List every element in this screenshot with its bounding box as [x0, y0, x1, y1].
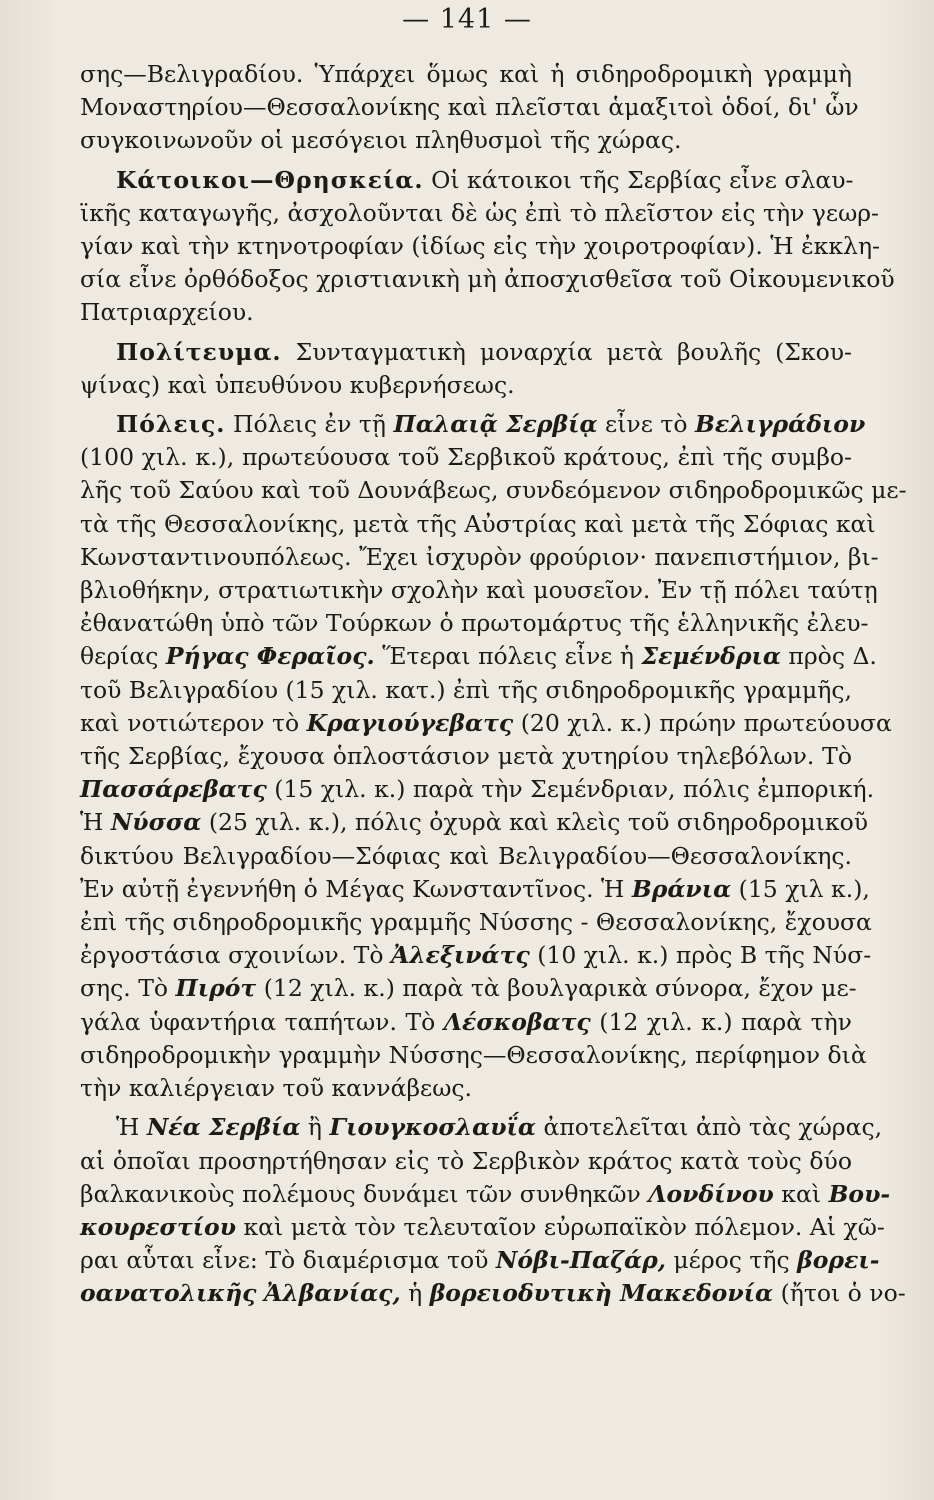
paragraph-inhabitants-religion	[80, 164, 895, 330]
text-line: αἱ ὁποῖαι προσηρτήθησαν εἰς τὸ Σερβικὸν κράτος κατὰ τοὺς δύο	[80, 1146, 852, 1175]
text-line: τὰ τῆς Θεσσαλονίκης, μετὰ τῆς Αὐστρίας καὶ μετὰ τῆς Σόφιας καὶ	[80, 509, 876, 538]
section-heading: Πολίτευμα.	[116, 337, 282, 366]
place-name: Κραγιούγεβατς	[306, 708, 514, 737]
text-line: (100 χιλ. κ.), πρωτεύουσα τοῦ Σερβικοῦ κράτους, ἐπὶ τῆς συμβο-	[80, 443, 852, 472]
person-name: Ρήγας Φεραῖος.	[165, 642, 375, 671]
text-run: εἶνε τὸ	[605, 410, 688, 439]
text-line: σία εἶνε ὀρθόδοξος χριστιανικὴ μὴ ἀποσχισθεῖσα τοῦ Οἰκουμενικοῦ	[80, 265, 895, 294]
text-run: Οἱ κάτοικοι τῆς Σερβίας εἶνε σλαυ-	[431, 165, 854, 194]
text-run: μέρος τῆς	[673, 1246, 790, 1275]
text-run: βαλκανικοὺς πολέμους δυνάμει τῶν συνθηκῶν	[80, 1179, 641, 1208]
text-line	[80, 1211, 885, 1244]
text-run: (25 χιλ. κ.), πόλις ὀχυρὰ καὶ κλεὶς τοῦ σιδηροδρομικοῦ	[208, 808, 868, 837]
text-line: σης—Βελιγραδίου. Ὑπάρχει ὅμως καὶ ἡ σιδηροδρομικὴ γραμμὴ	[80, 60, 852, 88]
text-line	[80, 873, 870, 906]
text-line: λῆς τοῦ Σαύου καὶ τοῦ Δουνάβεως, συνδεόμενον σιδηροδρομικῶς με-	[80, 476, 907, 505]
text-line	[80, 939, 872, 972]
text-line	[80, 336, 852, 369]
text-run: (ἤτοι ὁ νο-	[780, 1279, 906, 1308]
text-line	[80, 1244, 880, 1277]
text-line	[80, 972, 857, 1005]
text-line: ϊκῆς καταγωγῆς, ἀσχολοῦνται δὲ ὡς ἐπὶ τὸ πλεῖστον εἰς τὴν γεωρ-	[80, 198, 879, 227]
text-line: συγκοινωνοῦν οἱ μεσόγειοι πληθυσμοὶ τῆς χώρας.	[80, 126, 682, 155]
paragraph-government	[80, 336, 852, 402]
place-name: Σεμένδρια	[641, 642, 781, 671]
text-line: βλιοθήκην, στρατιωτικὴν σχολὴν καὶ μουσεῖον. Ἐν τῇ πόλει ταύτῃ	[80, 576, 878, 605]
text-run: Ἕτεραι πόλεις εἶνε ἡ	[382, 642, 634, 671]
place-name: Πιρότ	[175, 974, 257, 1003]
place-name: Πασσάρεβατς	[80, 775, 267, 804]
text-run: σης. Τὸ	[80, 974, 169, 1003]
place-name: βορειοδυτικὴ Μακεδονία	[429, 1279, 774, 1308]
text-run: Ἡ	[80, 808, 104, 837]
place-name: Λονδίνου	[648, 1179, 774, 1208]
text-line	[80, 164, 852, 197]
text-line: Μοναστηρίου—Θεσσαλονίκης καὶ πλεῖσται ἁμαξιτοὶ ὁδοί, δι' ὧν	[80, 93, 859, 122]
text-line: τὴν καλιέργειαν τοῦ καννάβεως.	[80, 1074, 473, 1103]
place-name: Βράνια	[631, 874, 732, 903]
text-line	[80, 1111, 883, 1144]
place-name: κουρεστίου	[80, 1212, 236, 1241]
text-line	[80, 1178, 891, 1211]
text-line	[80, 1277, 906, 1310]
text-line: σιδηροδρομικὴν γραμμὴν Νύσσης—Θεσσαλονίκης, περίφημον διὰ	[80, 1040, 867, 1069]
text-line	[80, 408, 866, 441]
text-line: ἐπὶ τῆς σιδηροδρομικῆς γραμμῆς Νύσσης - Θεσσαλονίκης, ἔχουσα	[80, 908, 872, 937]
text-run: Πόλεις ἐν τῇ	[232, 410, 386, 439]
text-run: (12 χιλ. κ.) παρὰ τὰ βουλγαρικὰ σύνορα, ἔχον με-	[263, 974, 857, 1003]
text-run: καὶ νοτιώτερον τὸ	[80, 708, 300, 737]
text-run: γάλα ὑφαντήρια ταπήτων. Τὸ	[80, 1007, 436, 1036]
text-line	[80, 1006, 852, 1039]
place-name: Ἀλεξινάτς	[390, 941, 530, 970]
place-name: βορει-	[797, 1246, 880, 1275]
paragraph-new-serbia	[80, 1111, 906, 1310]
section-heading: Πόλεις.	[116, 410, 226, 439]
text-run: πρὸς Δ.	[788, 642, 877, 671]
text-run: ραι αὗται εἶνε: Τὸ διαμέρισμα τοῦ	[80, 1246, 489, 1275]
paragraph-cities	[80, 408, 907, 1105]
text-run: θερίας	[80, 642, 159, 671]
paragraph-railways	[80, 58, 859, 158]
place-name: Παλαιᾷ Σερβίᾳ	[393, 410, 598, 439]
text-run: ἐργοστάσια σχοινίων. Τὸ	[80, 941, 384, 970]
section-heading: Κάτοικοι—Θρησκεία.	[116, 165, 424, 194]
place-name: Ἀλβανίας,	[263, 1279, 401, 1308]
text-run: ἢ	[307, 1113, 323, 1142]
page-number: — 141 —	[402, 4, 532, 35]
text-line	[80, 707, 892, 740]
place-name: Νόβι-Παζάρ,	[495, 1246, 666, 1275]
text-run: (20 χιλ. κ.) πρώην πρωτεύουσα	[520, 708, 892, 737]
place-name: Λέσκοβατς	[443, 1007, 591, 1036]
text-line	[80, 806, 868, 839]
text-line	[80, 773, 875, 806]
text-run: ἀποτελεῖται ἀπὸ τὰς χώρας,	[543, 1113, 883, 1142]
text-run: (15 χιλ. κ.) παρὰ τὴν Σεμένδριαν, πόλις ἐμπορική.	[274, 775, 875, 804]
text-line: Πατριαρχείου.	[80, 298, 254, 327]
text-run: καὶ	[781, 1179, 822, 1208]
text-run: Ἡ	[116, 1113, 140, 1142]
text-run: Συνταγματικὴ μοναρχία μετὰ βουλῆς (Σκου-	[295, 337, 852, 366]
text-line: ψίνας) καὶ ὑπευθύνου κυβερνήσεως.	[80, 370, 515, 399]
place-name: Νέα Σερβία	[146, 1113, 301, 1142]
text-line: τῆς Σερβίας, ἔχουσα ὁπλοστάσιον μετὰ χυτηρίου τηλεβόλων. Τὸ	[80, 742, 852, 771]
text-line: ἐθανατώθη ὑπὸ τῶν Τούρκων ὁ πρωτομάρτυς τῆς ἑλληνικῆς ἐλευ-	[80, 609, 869, 638]
text-run: ἡ	[408, 1279, 423, 1308]
text-line: Κωνσταντινουπόλεως. Ἔχει ἰσχυρὸν φρούριον· πανεπιστήμιον, βι-	[80, 542, 879, 571]
place-name: Νύσσα	[110, 808, 202, 837]
body-text	[80, 58, 907, 1311]
text-run: καὶ μετὰ τὸν τελευταῖον εὐρωπαϊκὸν πόλεμον. Αἱ χῶ-	[243, 1212, 885, 1241]
place-name: οανατολικῆς	[80, 1279, 257, 1308]
text-line	[80, 640, 877, 673]
text-line: τοῦ Βελιγραδίου (15 χιλ. κατ.) ἐπὶ τῆς σιδηροδρομικῆς γραμμῆς,	[80, 675, 852, 704]
text-run: (15 χιλ κ.),	[738, 874, 870, 903]
text-line: γίαν καὶ τὴν κτηνοτροφίαν (ἰδίως εἰς τὴν χοιροτροφίαν). Ἡ ἐκκλη-	[80, 232, 880, 261]
text-run: (10 χιλ. κ.) πρὸς Β τῆς Νύσ-	[537, 941, 872, 970]
text-line: δικτύου Βελιγραδίου—Σόφιας καὶ Βελιγραδίου—Θεσσαλονίκης.	[80, 841, 852, 870]
place-name: Γιουγκοσλαυΐα	[329, 1113, 536, 1142]
text-run: Ἐν αὐτῇ ἐγεννήθη ὁ Μέγας Κωνσταντῖνος. Ἡ	[80, 874, 625, 903]
place-name: Βου-	[828, 1179, 891, 1208]
place-name: Βελιγράδιον	[695, 410, 866, 439]
text-run: (12 χιλ. κ.) παρὰ τὴν	[599, 1007, 852, 1036]
